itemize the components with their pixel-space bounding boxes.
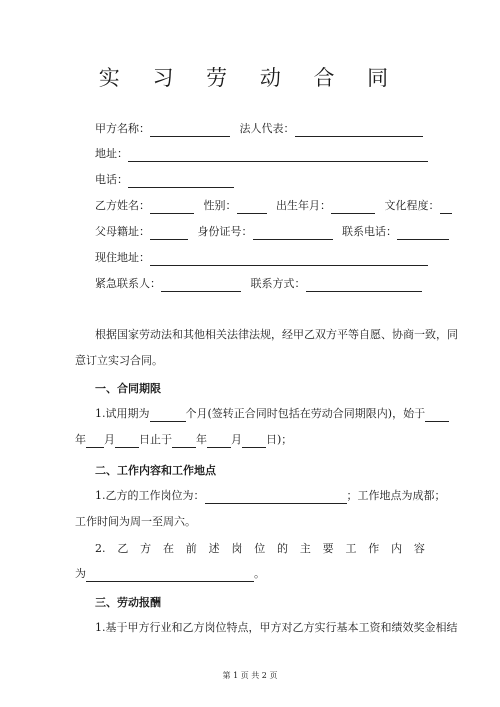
start-month-blank	[86, 435, 104, 448]
section-2-line-4-b: 。	[254, 567, 265, 580]
section-2-line-1	[95, 488, 446, 504]
job-position-blank	[205, 491, 347, 504]
section-1-line-1-b: 个月(签转正合同时包括在劳动合同期限内)，始于	[185, 407, 426, 420]
party-b-gender-label: 性别：	[203, 199, 237, 212]
intro-line-1: 根据国家劳动法和其他相关法律法规，经甲乙双方平等自愿、协商一致，同	[95, 328, 458, 341]
section-2-line-3-char: 前	[185, 542, 197, 555]
section-2-heading: 二、工作内容和工作地点	[95, 464, 216, 477]
party-b-origin-blank	[150, 227, 188, 240]
section-2-line-4	[75, 566, 265, 582]
party-b-name-label: 乙方姓名：	[95, 199, 150, 212]
party-b-gender-blank	[237, 201, 267, 214]
party-a-phone-label: 电话：	[95, 173, 128, 186]
party-a-phone-blank	[128, 175, 234, 188]
section-1-heading: 一、合同期限	[95, 382, 161, 395]
intro-line-2: 意订立实习合同。	[75, 354, 163, 367]
party-b-contact-method-blank	[306, 279, 422, 292]
party-b-address-row	[95, 250, 428, 266]
end-year-blank	[172, 435, 196, 448]
section-2-line-1-b: ；工作地点为成都；	[346, 489, 446, 502]
party-b-contact-method-label: 联系方式：	[250, 277, 306, 290]
party-a-name-label: 甲方名称：	[95, 122, 150, 135]
end-day-blank	[242, 435, 266, 448]
end-month-blank	[207, 435, 231, 448]
section-2-line-3-char: 内	[391, 542, 403, 555]
job-content-blank	[86, 569, 254, 582]
party-b-emergency-contact-label: 紧急联系人：	[95, 277, 161, 290]
document-title: 实 习 劳 动 合 同	[98, 66, 402, 90]
party-b-name-blank	[150, 201, 194, 214]
section-2-line-3-char: 主	[299, 542, 311, 555]
section-1-line-1	[95, 406, 449, 422]
party-b-education-blank	[440, 201, 452, 214]
party-b-contact-phone-blank	[397, 227, 449, 240]
section-2-line-3-char: 工	[345, 542, 357, 555]
party-b-name-row	[95, 198, 452, 214]
section-2-line-1-a: 1.乙方的工作岗位为：	[95, 489, 205, 502]
party-a-name-blank	[150, 124, 230, 137]
section-2-line-3-char: 岗	[231, 542, 243, 555]
section-1-line-2-b: 月	[104, 433, 115, 446]
party-b-origin-row	[95, 224, 449, 240]
section-2-line-3-char: 容	[413, 542, 425, 555]
section-3-line-1: 1.基于甲方行业和乙方岗位特点，甲方对乙方实行基本工资和绩效奖金相结	[95, 621, 458, 634]
section-2-line-3-char: 位	[254, 542, 266, 555]
party-a-phone-row	[95, 172, 234, 188]
section-2-line-3-char: 的	[277, 542, 288, 555]
start-year-blank	[425, 409, 449, 422]
party-b-id-label: 身份证号：	[197, 225, 253, 238]
party-a-address-blank	[128, 149, 428, 162]
party-b-origin-label: 父母籍址：	[95, 225, 150, 238]
party-a-address-row	[95, 146, 428, 162]
section-1-line-2-c: 日止于	[139, 433, 172, 446]
party-a-rep-label: 法人代表：	[239, 122, 295, 135]
section-2-line-3-char: 述	[208, 542, 220, 555]
section-2-line-4-a: 为	[75, 567, 86, 580]
party-a-rep-blank	[295, 124, 423, 137]
section-1-line-2-e: 月	[231, 433, 242, 446]
party-a-address-label: 地址：	[95, 147, 128, 160]
party-b-birth-blank	[331, 201, 375, 214]
trial-months-blank	[150, 409, 186, 422]
party-b-current-address-label: 现住地址：	[95, 251, 150, 264]
section-2-line-3-char: 方	[140, 542, 152, 555]
section-3-heading: 三、劳动报酬	[95, 596, 161, 609]
party-b-id-blank	[253, 227, 333, 240]
section-1-line-2-a: 年	[75, 433, 86, 446]
section-2-line-3-char: 在	[162, 542, 174, 555]
party-b-birth-label: 出生年月：	[276, 199, 331, 212]
section-1-line-2	[75, 432, 292, 448]
party-b-emergency-contact-blank	[161, 279, 241, 292]
section-2-line-3-char: 2.	[95, 542, 106, 555]
section-2-line-3-char: 要	[322, 542, 334, 555]
party-a-name-row	[95, 121, 423, 137]
section-2-line-3	[95, 541, 425, 557]
party-b-contact-phone-label: 联系电话：	[342, 225, 397, 238]
party-b-education-label: 文化程度：	[384, 199, 440, 212]
section-2-line-3-char: 作	[368, 542, 380, 555]
section-1-line-2-d: 年	[196, 433, 207, 446]
section-1-line-1-a: 1.试用期为	[95, 407, 150, 420]
section-2-line-3-char: 乙	[117, 542, 129, 555]
page-footer: 第 1 页 共 2 页	[222, 671, 278, 680]
party-b-emergency-row	[95, 276, 422, 292]
section-2-line-2: 工作时间为周一至周六。	[75, 515, 196, 528]
start-day-blank	[115, 435, 139, 448]
section-1-line-2-f: 日)；	[266, 433, 293, 446]
party-b-current-address-blank	[150, 253, 428, 266]
